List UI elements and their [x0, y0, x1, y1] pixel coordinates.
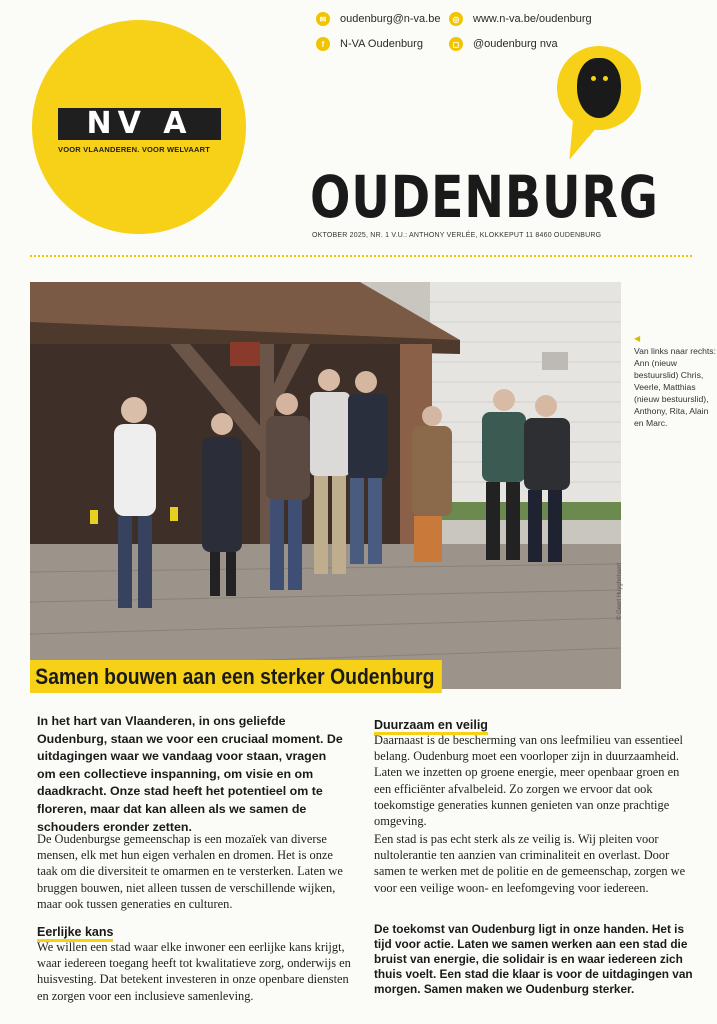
heading-duurzaam-en-veilig: Duurzaam en veilig — [374, 716, 488, 735]
article-paragraph-3: Daarnaast is de bescherming van ons leefmilieu van essentieel belang. Oudenburg moet een voorloper zijn in duurzaamheid. Laten we inzetten op groene energie, meer openbaar groen en een efficiënter afvalbeleid. Zo zorgen we ervoor dat ook toekomstige generaties kunnen genieten van onze prachtige omgeving. — [374, 733, 683, 829]
speech-bubble-tail — [560, 115, 600, 165]
lion-icon — [577, 58, 621, 118]
contact-instagram[interactable]: ◻ @oudenburg nva — [449, 37, 558, 51]
article-paragraph-2: We willen een stad waar elke inwoner een eerlijke kans krijgt, waar iedereen toegang heeft tot kwalitatieve zorg, onderwijs en huisvesting. Dat betekent investeren in onze openbare diensten en zorgen voor een inclusieve samenleving. — [37, 940, 351, 1003]
contact-facebook[interactable]: f N-VA Oudenburg — [316, 37, 423, 51]
issue-meta: OKTOBER 2025, NR. 1 V.U.: ANTHONY VERLÉE, KLOKKEPUT 11 8460 OUDENBURG — [312, 232, 602, 239]
party-tagline: VOOR VLAANDEREN. VOOR WELVAART — [58, 145, 210, 154]
mail-icon: ✉ — [316, 12, 330, 26]
article-paragraph-4: Een stad is pas echt sterk als ze veilig is. Wij pleiten voor nultolerantie ten aanzien van criminaliteit en overlast. Door samen te werken met de politie en de gemeenschap, zorgen we voor een veilige woon- en leefomgeving voor iedereen. — [374, 832, 686, 895]
article-closing: De toekomst van Oudenburg ligt in onze handen. Het is tijd voor actie. Laten we samen werken aan een stad die bruist van energie, die solidair is en waar iedereen zich thuis voelt. Een stad die klaar is voor de uitdagingen van morgen. Samen maken we Oudenburg sterker. — [374, 922, 693, 996]
article-paragraph-1: De Oudenburgse gemeenschap is een mozaïek van diverse mensen, elk met hun eigen verhalen en dromen. Het is onze taak om die diversiteit te omarmen en te versterken. Laten we bruggen bouwen, niet alleen tussen de verschillende wijken, maar ook tussen generaties en culturen. — [37, 832, 343, 911]
heading-eerlijke-kans: Eerlijke kans — [37, 923, 113, 942]
dotted-divider — [30, 255, 692, 257]
masthead-title: OUDENBURG — [310, 163, 659, 231]
contact-email[interactable]: ✉ oudenburg@n-va.be — [316, 12, 440, 26]
photo-headline: Samen bouwen aan een sterker Oudenburg — [30, 660, 441, 693]
article-intro: In het hart van Vlaanderen, in ons geliefde Oudenburg, staan we voor een cruciaal moment. De uitdagingen waar we vandaag voor staan, vragen om een collectieve inspanning, om visie en om daadkracht. Onze stad heeft het potentieel om te floreren, maar dat kan alleen als we samen de schouders eronder zetten. — [37, 714, 343, 834]
photo-side-caption: Van links naar rechts: Ann (nieuw bestuurslid) Chris, Veerle, Matthias (nieuw bestuurslid), Anthony, Rita, Alain en Marc. — [634, 346, 716, 428]
globe-icon: ◎ — [449, 12, 463, 26]
group-photo — [30, 282, 621, 689]
photo-credit: © Geert Huyghebaert — [617, 562, 623, 620]
contact-website[interactable]: ◎ www.n-va.be/oudenburg — [449, 12, 592, 26]
caption-arrow-icon: ◀ — [634, 334, 641, 343]
party-logo-wordmark: NV A — [58, 108, 221, 140]
facebook-icon: f — [316, 37, 330, 51]
instagram-icon: ◻ — [449, 37, 463, 51]
